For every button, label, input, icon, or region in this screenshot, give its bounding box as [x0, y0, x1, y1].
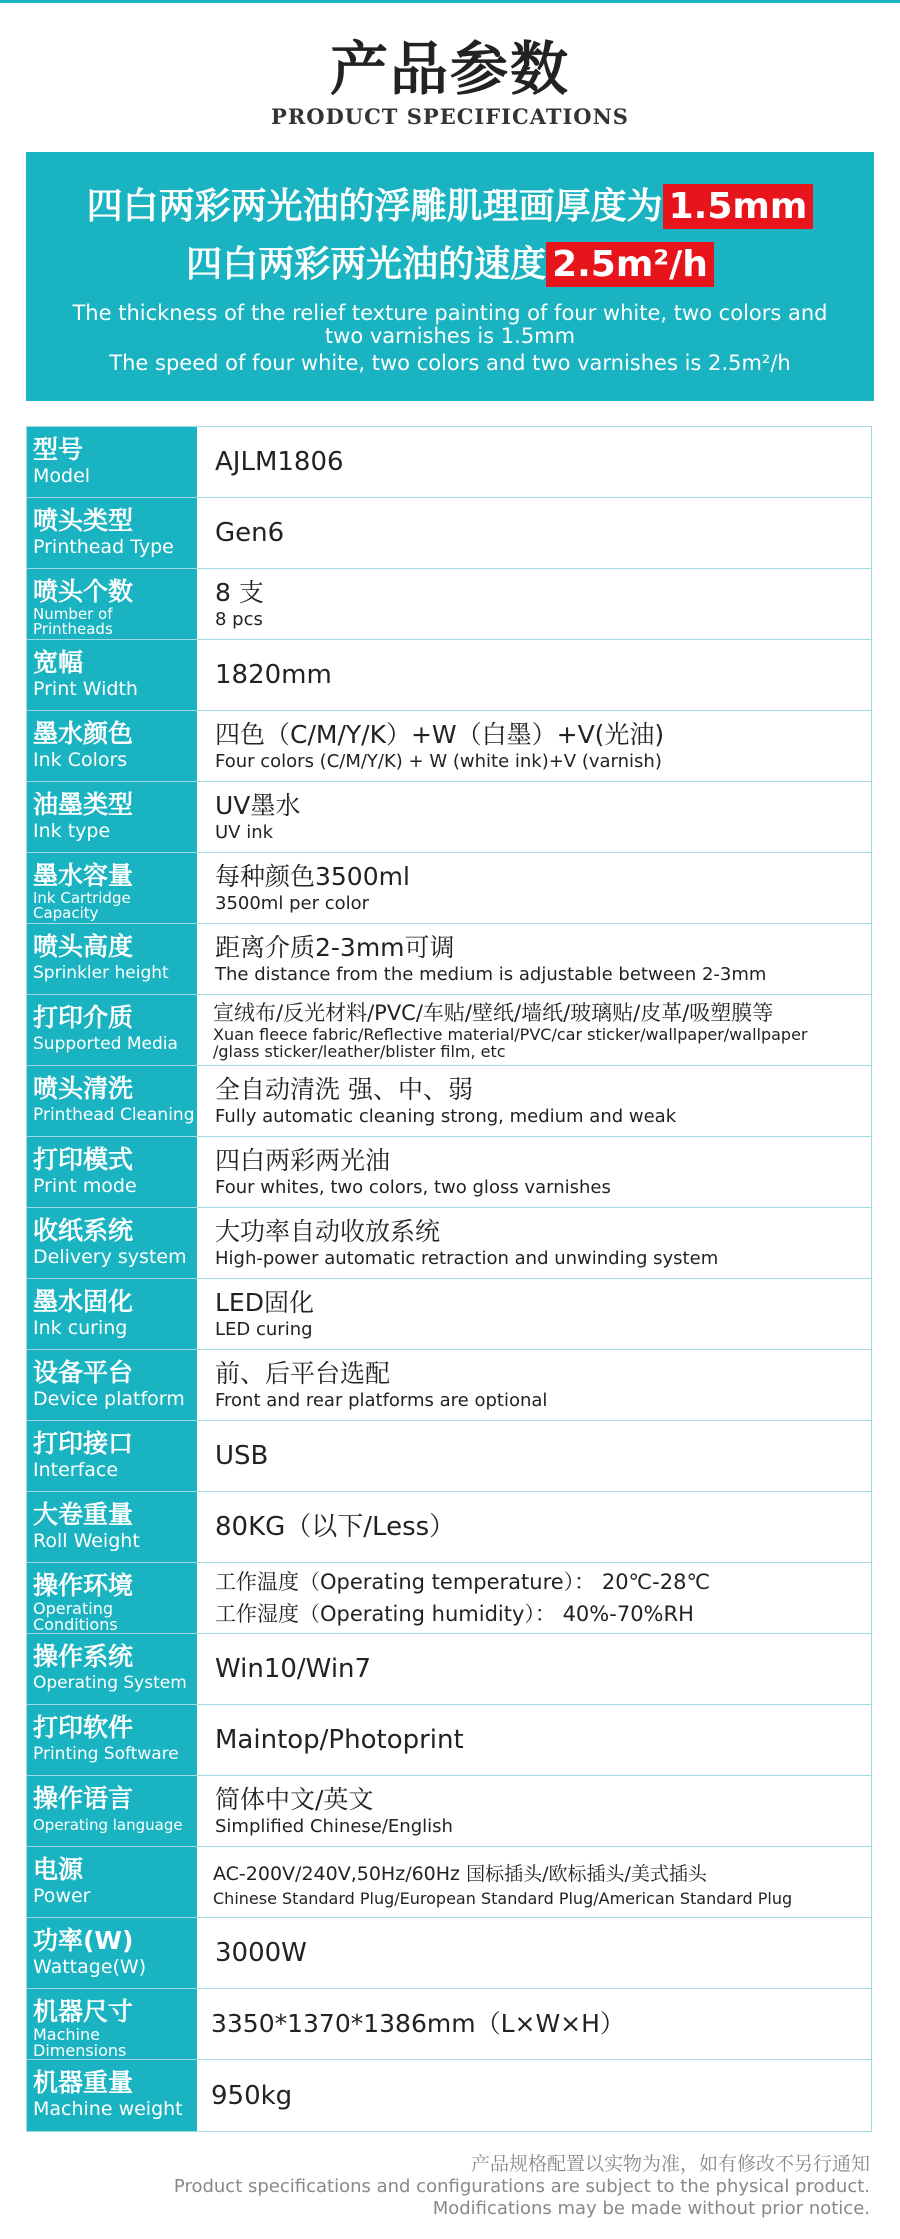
- spec-value: [199, 1208, 871, 1278]
- spec-label-zh: 机器尺寸: [33, 1997, 134, 2026]
- spec-value: [199, 711, 871, 781]
- spec-label-zh: 操作系统: [33, 1642, 134, 1671]
- spec-label-zh: 墨水固化: [33, 1287, 134, 1316]
- spec-label-en: Ink Cartridge Capacity: [33, 889, 131, 922]
- spec-row-printhead-count: [27, 569, 871, 640]
- spec-label-zh: 机器重量: [33, 2068, 134, 2097]
- spec-value: [199, 1350, 871, 1420]
- highlight-banner: [26, 152, 874, 401]
- spec-row-print-mode: [27, 1137, 871, 1208]
- spec-label-zh: 操作语言: [33, 1784, 134, 1813]
- spec-value-humidity: 工作湿度（Operating humidity）： 40%-70%RH: [215, 1602, 694, 1626]
- spec-label-en: Device platform: [33, 1388, 185, 1410]
- spec-label-en: Ink Colors: [33, 749, 128, 771]
- banner-speed-badge: 2.5m²/h: [546, 242, 714, 287]
- spec-label-en: Power: [33, 1885, 91, 1907]
- spec-label-en: Print Width: [33, 678, 138, 700]
- spec-value: [199, 1137, 871, 1207]
- spec-label: [27, 1350, 199, 1420]
- spec-label-en: Model: [33, 465, 91, 487]
- spec-label: [27, 1492, 199, 1562]
- spec-label-en: Number of Printheads: [33, 605, 113, 638]
- spec-label-zh: 型号: [33, 435, 84, 464]
- spec-label: [27, 1847, 199, 1917]
- banner-line-1-text: 四白两彩两光油的浮雕肌理画厚度为: [86, 186, 663, 227]
- spec-label-en: Machine weight: [33, 2098, 183, 2120]
- spec-row-interface: [27, 1421, 871, 1492]
- spec-value: [199, 1563, 871, 1633]
- spec-value-text: 3350*1370*1386mm（L×W×H）: [211, 2009, 625, 2038]
- spec-value: [199, 1918, 871, 1988]
- spec-value-en: LED curing: [215, 1319, 313, 1340]
- spec-label: [27, 569, 199, 639]
- spec-label-en: Operating Conditions: [33, 1599, 118, 1634]
- spec-label-en: Printhead Type: [33, 536, 174, 558]
- spec-value-en: Front and rear platforms are optional: [215, 1390, 548, 1411]
- spec-value-text: Maintop/Photoprint: [215, 1725, 464, 1755]
- spec-label-zh: 设备平台: [33, 1358, 134, 1387]
- spec-row-machine-dimensions: [27, 1989, 871, 2060]
- spec-label-zh: 墨水颜色: [33, 719, 134, 748]
- spec-row-device-platform: [27, 1350, 871, 1421]
- spec-value-text: USB: [215, 1441, 269, 1471]
- banner-thickness-badge: 1.5mm: [663, 184, 814, 229]
- spec-label-en: Wattage(W): [33, 1956, 147, 1978]
- spec-label-en: Supported Media: [33, 1034, 178, 1054]
- spec-label: [27, 1918, 199, 1988]
- spec-label-en: Machine Dimensions: [33, 2025, 127, 2060]
- spec-value-zh: 宣绒布/反光材料/PVC/车贴/壁纸/墙纸/玻璃贴/皮革/吸塑膜等: [213, 1001, 774, 1025]
- disclaimer-en-1: Product specifications and configurations are subject to the physical product.: [173, 2176, 870, 2197]
- spec-label: [27, 2060, 199, 2131]
- spec-row-printhead-type: [27, 498, 871, 569]
- spec-value: [199, 1279, 871, 1349]
- spec-label: [27, 1989, 199, 2059]
- spec-value: [199, 995, 871, 1065]
- spec-value: [199, 498, 871, 568]
- spec-label-zh: 墨水容量: [33, 861, 134, 890]
- spec-label-zh: 宽幅: [33, 648, 84, 677]
- spec-row-operating-language: [27, 1776, 871, 1847]
- spec-value-en: Four whites, two colors, two gloss varnishes: [215, 1177, 611, 1198]
- spec-value-temperature: 工作温度（Operating temperature）： 20℃-28℃: [215, 1570, 711, 1594]
- spec-label: [27, 995, 199, 1065]
- spec-value-en: Chinese Standard Plug/European Standard Plug/American Standard Plug: [213, 1888, 793, 1908]
- spec-row-wattage: [27, 1918, 871, 1989]
- spec-value-en-2: /glass sticker/leather/blister film, etc: [213, 1042, 506, 1061]
- spec-label-zh: 电源: [33, 1855, 84, 1884]
- spec-value-text: 3000W: [215, 1938, 307, 1968]
- spec-value-zh: 全自动清洗 强、中、弱: [215, 1075, 473, 1104]
- spec-row-operating-system: [27, 1634, 871, 1705]
- spec-value-zh: 简体中文/英文: [215, 1785, 374, 1814]
- spec-value-en: Fully automatic cleaning strong, medium and weak: [215, 1106, 677, 1127]
- spec-value-text: Gen6: [215, 518, 285, 548]
- spec-label: [27, 1279, 199, 1349]
- spec-row-print-width: [27, 640, 871, 711]
- spec-value: [199, 1705, 871, 1775]
- spec-row-printhead-cleaning: [27, 1066, 871, 1137]
- spec-value: [199, 1492, 871, 1562]
- spec-label-zh: 打印软件: [33, 1713, 134, 1742]
- spec-row-supported-media: [27, 995, 871, 1066]
- spec-value: [199, 640, 871, 710]
- spec-row-delivery-system: [27, 1208, 871, 1279]
- spec-label: [27, 924, 199, 994]
- spec-label: [27, 1208, 199, 1278]
- spec-label-zh: 打印模式: [33, 1145, 134, 1174]
- page-subtitle: PRODUCT SPECIFICATIONS: [271, 104, 629, 129]
- spec-value: [199, 427, 871, 497]
- spec-row-sprinkler-height: [27, 924, 871, 995]
- spec-row-machine-weight: [27, 2060, 871, 2131]
- spec-row-model: [27, 427, 871, 498]
- spec-label: [27, 1634, 199, 1704]
- spec-row-power: [27, 1847, 871, 1918]
- spec-value-text: 80KG（以下/Less）: [215, 1512, 456, 1542]
- spec-label-en: Ink type: [33, 820, 111, 842]
- top-accent-line: [0, 0, 900, 3]
- spec-label-en: Operating language: [33, 1816, 183, 1834]
- disclaimer: [174, 2152, 870, 2220]
- spec-value-text: AJLM1806: [215, 447, 344, 477]
- spec-value-en: High-power automatic retraction and unwinding system: [215, 1248, 719, 1269]
- spec-value: [199, 924, 871, 994]
- spec-value: [199, 1847, 871, 1917]
- spec-label: [27, 853, 199, 923]
- spec-label-en: Print mode: [33, 1175, 137, 1197]
- banner-en-line-3: The speed of four white, two colors and two varnishes is 2.5m²/h: [109, 351, 791, 375]
- spec-value: [199, 1989, 871, 2059]
- spec-value-en: UV ink: [215, 822, 274, 843]
- spec-label-en: Printhead Cleaning: [33, 1105, 195, 1125]
- spec-value: [199, 2060, 871, 2131]
- banner-en-line-2: two varnishes is 1.5mm: [324, 324, 576, 348]
- spec-value-text: 950kg: [211, 2080, 293, 2111]
- spec-label-zh: 喷头高度: [33, 932, 134, 961]
- spec-label: [27, 640, 199, 710]
- spec-value-zh: 四色（C/M/Y/K）+W（白墨）+V(光油): [215, 720, 665, 749]
- spec-label: [27, 1776, 199, 1846]
- banner-line-2: [26, 240, 874, 290]
- spec-label: [27, 1563, 199, 1633]
- spec-value-en: Four colors (C/M/Y/K) + W (white ink)+V (varnish): [215, 751, 662, 772]
- spec-label-zh: 收纸系统: [33, 1216, 134, 1245]
- spec-label: [27, 498, 199, 568]
- spec-label-en: Sprinkler height: [33, 963, 169, 983]
- spec-value-text: Win10/Win7: [215, 1654, 372, 1684]
- spec-value: [199, 569, 871, 639]
- banner-line-1: [26, 182, 874, 232]
- spec-label-zh: 打印介质: [33, 1003, 134, 1032]
- spec-label-zh: 喷头个数: [33, 577, 134, 606]
- spec-row-operating-conditions: [27, 1563, 871, 1634]
- disclaimer-en-2: Modifications may be made without prior notice.: [432, 2198, 870, 2219]
- spec-value-text: 1820mm: [215, 660, 332, 690]
- spec-value: [199, 1776, 871, 1846]
- spec-value: [199, 1421, 871, 1491]
- spec-label-zh: 喷头类型: [33, 506, 134, 535]
- spec-value-zh: 四白两彩两光油: [215, 1146, 391, 1175]
- spec-label: [27, 427, 199, 497]
- spec-value-zh: AC-200V/240V,50Hz/60Hz 国标插头/欧标插头/美式插头: [213, 1862, 707, 1885]
- spec-label-en: Operating System: [33, 1673, 187, 1693]
- spec-row-ink-capacity: [27, 853, 871, 924]
- spec-row-ink-colors: [27, 711, 871, 782]
- spec-label-zh: 操作环境: [33, 1571, 134, 1600]
- spec-label-zh: 打印接口: [33, 1429, 134, 1458]
- spec-value: [199, 782, 871, 852]
- spec-label-en: Interface: [33, 1459, 119, 1481]
- spec-label: [27, 1705, 199, 1775]
- spec-value-en: Xuan fleece fabric/Reflective material/PVC/car sticker/wallpaper/wallpaper: [213, 1025, 808, 1044]
- spec-value-zh: 8 支: [215, 578, 264, 607]
- spec-label-zh: 大卷重量: [33, 1500, 134, 1529]
- spec-label-en: Ink curing: [33, 1317, 128, 1339]
- spec-label-en: Delivery system: [33, 1246, 187, 1268]
- spec-value-zh: UV墨水: [215, 791, 301, 820]
- page-title: 产品参数: [329, 35, 570, 103]
- spec-label-zh: 喷头清洗: [33, 1074, 134, 1103]
- spec-value-zh: 每种颜色3500ml: [215, 862, 410, 891]
- spec-label-en: Roll Weight: [33, 1530, 140, 1552]
- spec-value-zh: 前、后平台选配: [215, 1359, 391, 1388]
- disclaimer-zh: 产品规格配置以实物为准，如有修改不另行通知: [470, 2153, 870, 2175]
- spec-label: [27, 782, 199, 852]
- spec-value-zh: 大功率自动收放系统: [215, 1217, 441, 1246]
- spec-label: [27, 1421, 199, 1491]
- spec-value: [199, 1066, 871, 1136]
- spec-row-ink-type: [27, 782, 871, 853]
- spec-value-en: 8 pcs: [215, 609, 263, 630]
- spec-label: [27, 711, 199, 781]
- spec-row-printing-software: [27, 1705, 871, 1776]
- spec-row-roll-weight: [27, 1492, 871, 1563]
- spec-label: [27, 1137, 199, 1207]
- spec-value-zh: 距离介质2-3mm可调: [215, 933, 455, 962]
- spec-label-zh: 油墨类型: [33, 790, 134, 819]
- spec-table: [26, 426, 872, 2132]
- spec-value-en: The distance from the medium is adjustable between 2-3mm: [215, 964, 767, 985]
- spec-value: [199, 853, 871, 923]
- spec-value-zh: LED固化: [215, 1288, 314, 1317]
- spec-value: [199, 1634, 871, 1704]
- spec-label-zh: 功率(W): [33, 1926, 134, 1955]
- banner-en-line-1: The thickness of the relief texture painting of four white, two colors and: [72, 301, 828, 325]
- banner-line-2-text: 四白两彩两光油的速度: [186, 244, 547, 285]
- spec-value-en: Simplified Chinese/English: [215, 1816, 453, 1837]
- spec-value-en: 3500ml per color: [215, 893, 370, 914]
- spec-label-en: Printing Software: [33, 1744, 179, 1764]
- spec-label: [27, 1066, 199, 1136]
- spec-row-ink-curing: [27, 1279, 871, 1350]
